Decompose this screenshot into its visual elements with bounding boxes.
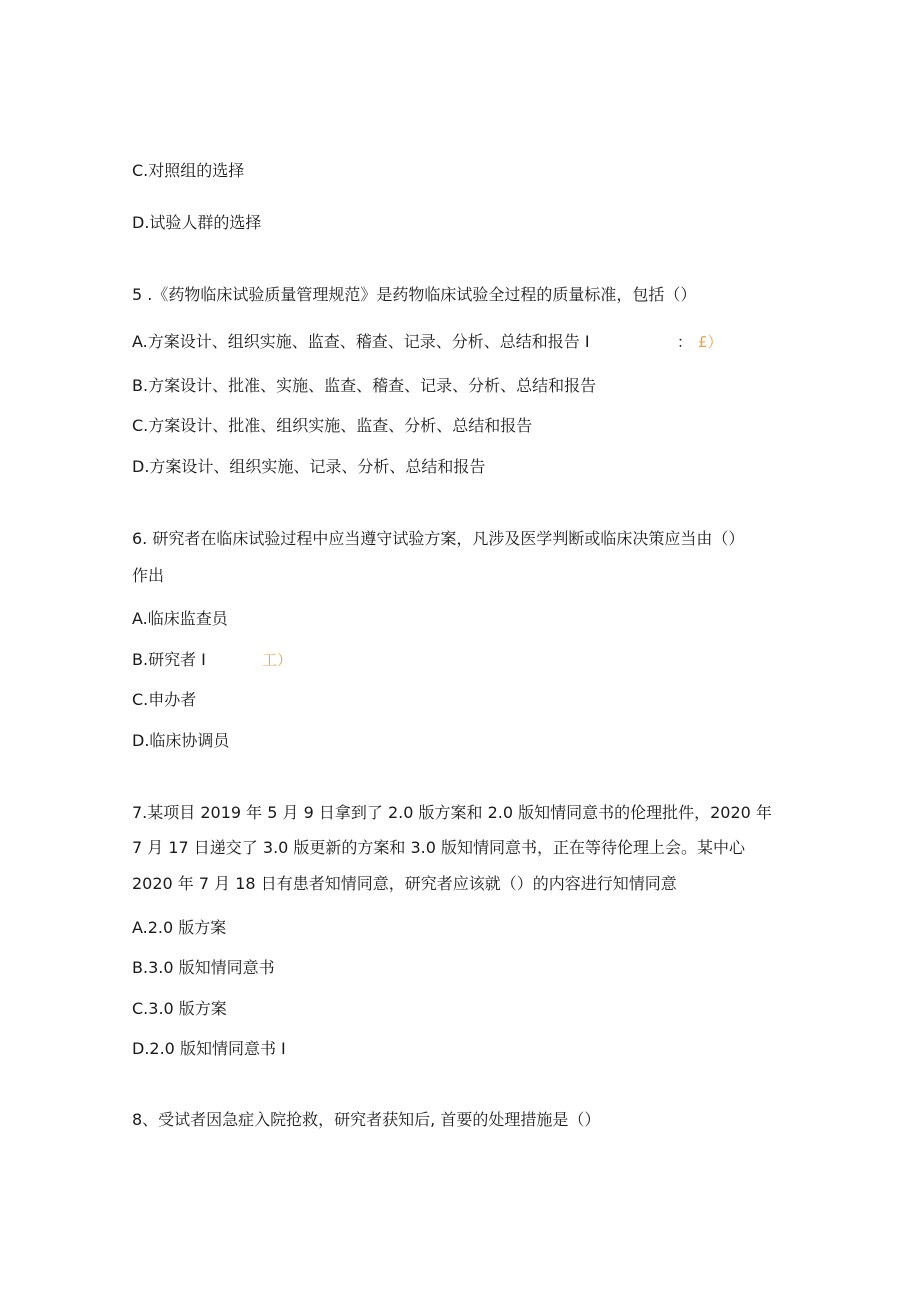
- question-5: 5 .《药物临床试验质量管理规范》是药物临床试验全过程的质量标准，包括（）: [132, 285, 697, 304]
- option-a-q7: A.2.0 版方案: [132, 918, 227, 937]
- question-7-line-3: 2020 年 7 月 18 日有患者知情同意，研究者应该就（）的内容进行知情同意: [132, 874, 677, 893]
- stray-mark-q6: 工）: [262, 651, 293, 669]
- option-a-q5: A.方案设计、组织实施、监查、稽查、记录、分析、总结和报告 I: [132, 332, 590, 351]
- option-b-q5: B.方案设计、批准、实施、监查、稽查、记录、分析、总结和报告: [132, 376, 597, 395]
- option-b-q7: B.3.0 版知情同意书: [132, 958, 275, 977]
- question-6: 6. 研究者在临床试验过程中应当遵守试验方案，凡涉及医学判断或临床决策应当由（）: [132, 529, 745, 548]
- stray-mark-q5: £）: [698, 333, 723, 351]
- option-a-q6: A.临床监查员: [132, 609, 228, 628]
- option-d-q7: D.2.0 版知情同意书 I: [132, 1039, 286, 1058]
- option-c-q7: C.3.0 版方案: [132, 999, 227, 1018]
- option-d-q4: D.试验人群的选择: [132, 213, 262, 232]
- question-8: 8、受试者因急症入院抢救，研究者获知后, 首要的处理措施是（）: [132, 1110, 601, 1129]
- option-c-q6: C.申办者: [132, 690, 197, 709]
- option-c-q5: C.方案设计、批准、组织实施、监查、分析、总结和报告: [132, 416, 533, 435]
- stray-colon-q5: ：: [677, 333, 693, 351]
- option-d-q5: D.方案设计、组织实施、记录、分析、总结和报告: [132, 457, 486, 476]
- option-c-q4: C.对照组的选择: [132, 161, 245, 180]
- question-6-cont: 作出: [132, 566, 165, 585]
- option-d-q6: D.临床协调员: [132, 731, 230, 750]
- question-7-line-2: 7 月 17 日递交了 3.0 版更新的方案和 3.0 版知情同意书，正在等待伦理上会。某中心: [132, 838, 746, 857]
- option-b-q6: B.研究者 I: [132, 650, 206, 669]
- question-7-line-1: 7.某项目 2019 年 5 月 9 日拿到了 2.0 版方案和 2.0 版知情同意书的伦理批件，2020 年: [132, 803, 772, 822]
